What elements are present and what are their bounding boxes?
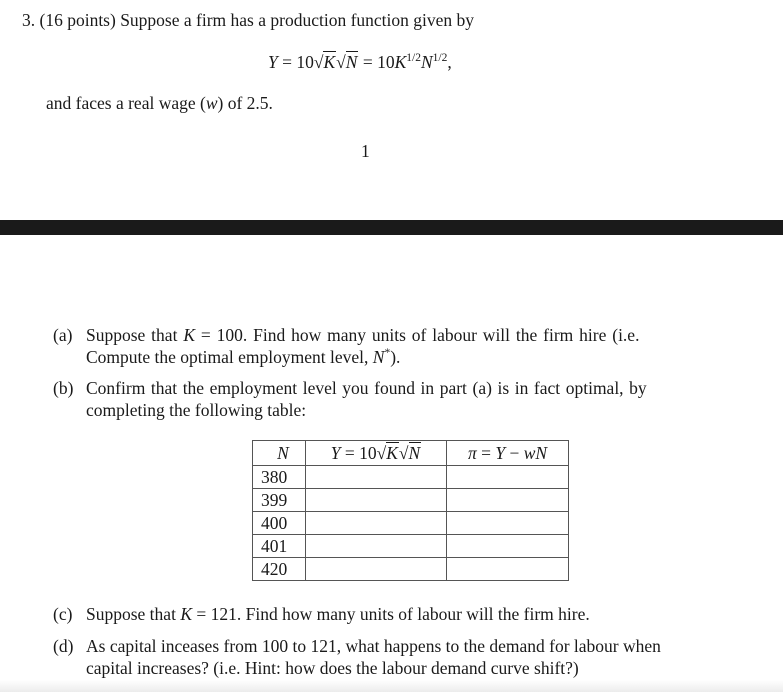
row-profit-cell[interactable]	[447, 558, 569, 581]
eq-trail: ,	[447, 52, 452, 72]
production-function-equation	[268, 52, 452, 73]
eq-k2: K	[394, 52, 407, 72]
eq-exp-n: 1/2	[432, 52, 448, 64]
row-y-cell[interactable]	[306, 489, 447, 512]
wage-text-before: and faces a real wage (	[46, 93, 206, 113]
sqrt-k: √K	[313, 52, 336, 72]
wage-line	[46, 93, 273, 114]
eq-y: Y	[268, 52, 278, 72]
row-n-value: 380	[253, 466, 306, 489]
part-d-label: (d)	[53, 636, 74, 656]
table-row	[253, 512, 569, 535]
page-break-bar	[0, 220, 783, 235]
part-c-k-symbol: K	[180, 604, 192, 624]
question-header	[22, 10, 474, 31]
sqrt-n: √N	[336, 52, 358, 72]
row-profit-cell[interactable]	[447, 489, 569, 512]
row-y-cell[interactable]	[306, 466, 447, 489]
eq-coef-2: 10	[377, 52, 395, 72]
part-d-line1: As capital inceases from 100 to 121, what happens to the demand for labour when	[86, 636, 661, 656]
eq-exp-k: 1/2	[406, 52, 421, 64]
header-profit: π = Y − wN	[447, 441, 569, 466]
page-number: 1	[361, 141, 370, 161]
table-row	[253, 558, 569, 581]
eq-coef: 10	[296, 52, 314, 72]
row-profit-cell[interactable]	[447, 535, 569, 558]
eq-equals: =	[282, 52, 292, 72]
row-n-value: 399	[253, 489, 306, 512]
row-y-cell[interactable]	[306, 512, 447, 535]
header-n: N	[253, 441, 306, 466]
part-b-line1: Confirm that the employment level you found in part (a) is in fact optimal, by	[86, 378, 647, 398]
part-b-line2: completing the following table:	[86, 400, 307, 420]
part-a-k-symbol: K	[183, 325, 195, 345]
question-number: 3.	[22, 10, 36, 30]
eq-n2: N	[420, 52, 433, 72]
part-b-label: (b)	[53, 378, 74, 398]
row-n-value: 401	[253, 535, 306, 558]
part-a-line2: Compute the optimal employment level, N*).	[86, 347, 401, 367]
eq-equals-2: =	[362, 52, 373, 72]
part-c-label: (c)	[53, 604, 73, 624]
wage-text-after: ) of 2.5.	[217, 93, 273, 113]
part-a-line1: Suppose that K = 100. Find how many units of labour will the firm hire (i.e.	[86, 325, 640, 345]
table-header-row	[253, 441, 569, 466]
row-y-cell[interactable]	[306, 535, 447, 558]
row-n-value: 400	[253, 512, 306, 535]
question-points: (16 points)	[39, 10, 116, 30]
labour-table	[252, 440, 569, 581]
row-n-value: 420	[253, 558, 306, 581]
header-y: Y = 10√K√N	[306, 441, 447, 466]
table-row	[253, 466, 569, 489]
part-c-line1: Suppose that K = 121. Find how many units of labour will the firm hire.	[86, 604, 590, 624]
wage-symbol: w	[205, 93, 218, 113]
row-y-cell[interactable]	[306, 558, 447, 581]
part-a-label: (a)	[53, 325, 73, 345]
table-row	[253, 535, 569, 558]
bottom-shade	[0, 680, 783, 692]
table-row	[253, 489, 569, 512]
part-a-n-star: N	[372, 347, 385, 367]
question-intro: Suppose a firm has a production function given by	[120, 10, 475, 30]
row-profit-cell[interactable]	[447, 466, 569, 489]
part-d-line2: capital increases? (i.e. Hint: how does the labour demand curve shift?)	[86, 658, 579, 678]
row-profit-cell[interactable]	[447, 512, 569, 535]
